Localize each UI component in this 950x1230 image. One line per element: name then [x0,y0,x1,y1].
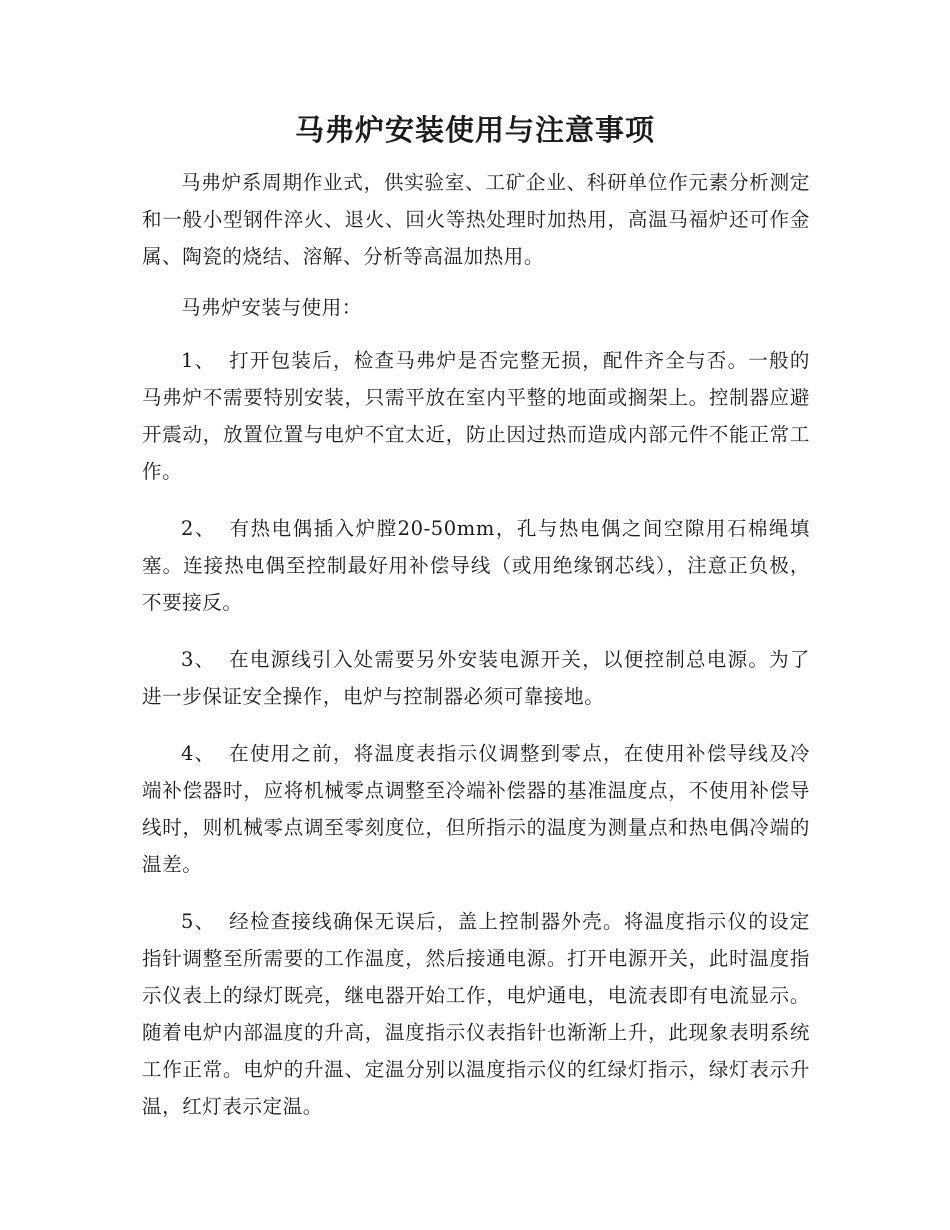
step-number: 2、 [181,517,216,540]
section-heading: 马弗炉安装与使用： [181,296,362,319]
step-paragraph-1 [142,342,810,490]
step-number: 1、 [181,349,216,372]
step-text: 经检查接线确保无误后，盖上控制器外壳。将温度指示仪的设定指针调整至所需要的工作温度，然后接通电源。打开电源开关，此时温度指示仪表上的绿灯既亮，继电器开始工作，电炉通电，电流表即有电流显示。随着电炉内部温度的升高，温度指示仪表指针也渐渐上升，此现象表明系统工作正常。电炉的升温、定温分别以温度指示仪的红绿灯指示，绿灯表示升温，红灯表示定温。 [142,910,810,1118]
intro-paragraph: 马弗炉系周期作业式，供实验室、工矿企业、科研单位作元素分析测定和一般小型钢件淬火、退火、回火等热处理时加热用，高温马福炉还可作金属、陶瓷的烧结、溶解、分析等高温加热用。 [142,171,810,268]
step-paragraph-2 [142,510,810,621]
step-text: 有热电偶插入炉膛20-50mm，孔与热电偶之间空隙用石棉绳填塞。连接热电偶至控制最好用补偿导线（或用绝缘钢芯线），注意正负极，不要接反。 [142,517,811,614]
step-paragraph-4 [142,735,810,883]
document-body [142,164,810,1145]
step-number: 3、 [181,648,216,671]
step-text: 在电源线引入处需要另外安装电源开关，以便控制总电源。为了进一步保证安全操作，电炉与控制器必须可靠接地。 [142,648,810,708]
step-text: 在使用之前，将温度表指示仪调整到零点，在使用补偿导线及冷端补偿器时，应将机械零点调整至冷端补偿器的基准温度点，不使用补偿导线时，则机械零点调至零刻度位，但所指示的温度为测量点和热电偶冷端的温差。 [142,742,810,876]
page-title: 马弗炉安装使用与注意事项 [294,113,655,147]
step-number: 5、 [181,910,216,933]
step-text: 打开包装后，检查马弗炉是否完整无损，配件齐全与否。一般的马弗炉不需要特别安装，只需平放在室内平整的地面或搁架上。控制器应避开震动，放置位置与电炉不宜太近，防止因过热而造成内部元件不能正常工作。 [142,349,810,483]
step-number: 4、 [181,742,216,765]
step-paragraph-3 [142,641,810,715]
step-paragraph-5 [142,903,810,1125]
